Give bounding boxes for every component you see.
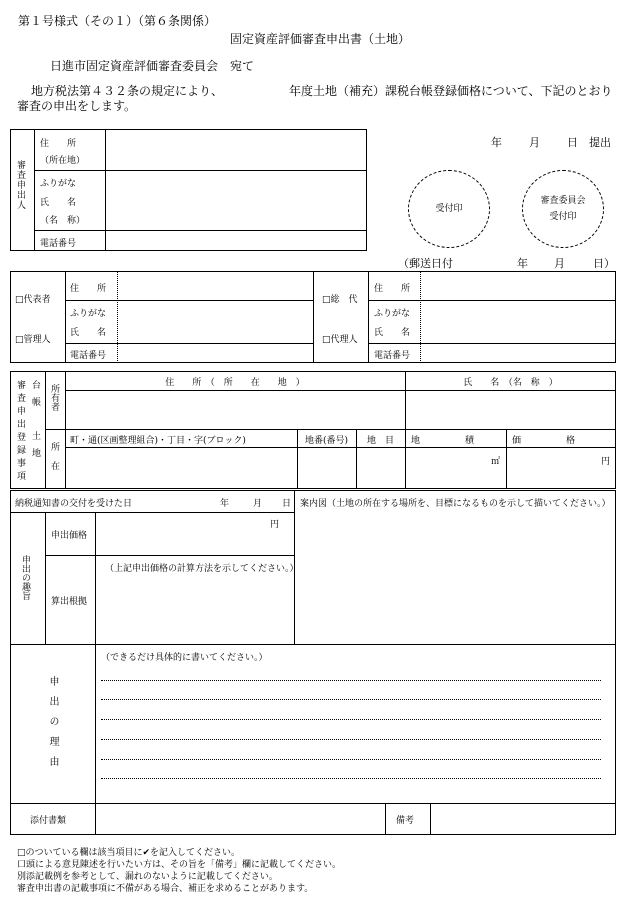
note-1: □のついている欄は該当項目に✔を記入してください。 (17, 848, 241, 858)
rep-phone-label-right: 電話番号 (374, 351, 411, 361)
applicant-phone-label: 電話番号 (40, 239, 77, 249)
attachments-field[interactable] (97, 805, 383, 833)
land-section-label-right: 台帳 土地 (30, 380, 40, 465)
price-unit: 円 (601, 457, 611, 467)
col-price-header: 価 格 (512, 436, 576, 446)
intro-text-b: 年度土地（補充）課税台帳登録価格について、下記のとおり (289, 84, 613, 98)
mail-month-label: 月 (554, 257, 565, 270)
col-town-header: 町・通(区画整理組合)・丁目・字(ブロック) (70, 436, 246, 446)
price-label: 申出価格 (51, 531, 88, 541)
mail-date-label: （郵送日付 (398, 257, 453, 270)
owner-address-header: 住 所 （ 所 在 地 ） (165, 378, 305, 388)
checkbox-agent[interactable]: □代理人 (322, 335, 358, 345)
rep-phone-label-left: 電話番号 (70, 351, 107, 361)
owner-label: 所有者 (49, 384, 59, 411)
applicant-address-label: 住 所 (40, 139, 77, 149)
checkbox-representative[interactable]: □代表者 (15, 295, 51, 305)
land-registration-box (10, 371, 616, 489)
reception-stamp-area: 受付印 (408, 170, 490, 248)
rep-name-label-left: 氏 名 (70, 328, 107, 338)
submit-month-label: 月 (529, 136, 540, 149)
note-4: 審査申出書の記載事項に不備がある場合、補正を求めることがあります。 (17, 884, 314, 894)
owner-address-field[interactable] (67, 392, 403, 427)
submit-day-label: 日 提出 (567, 136, 611, 149)
land-section-label: 審査申出登録事項 (15, 380, 25, 484)
map-drawing-area[interactable] (296, 512, 614, 642)
reason-label: 申出の理由 (47, 676, 58, 776)
attachments-label: 添付書類 (30, 816, 67, 826)
checkbox-general-representative[interactable]: □総 代 (322, 295, 358, 305)
basis-field[interactable] (97, 575, 292, 642)
price-field[interactable] (97, 514, 267, 553)
intro-text-line2: 審査の申出をします。 (17, 99, 137, 113)
applicant-address-sub: （所在地） (40, 156, 86, 166)
applicant-phone-field[interactable] (107, 232, 365, 249)
notice-day-label: 日 (282, 499, 292, 509)
committee-stamp-area: 審査委員会 受付印 (522, 170, 604, 248)
rep-address-label-left: 住 所 (70, 284, 107, 294)
applicant-name-field[interactable] (107, 172, 365, 228)
price-unit-label: 円 (270, 520, 280, 530)
applicant-furigana-label: ふりがな (40, 179, 77, 189)
notice-date-label: 納税通知書の交付を受けた日 (15, 499, 133, 509)
purpose-label: 申出の趣旨 (20, 555, 30, 600)
applicant-section-label: 審査申出人 (15, 160, 25, 210)
basis-note: （上記申出価格の計算方法を示してください。） (105, 564, 299, 574)
map-label: 案内図（土地の所在する場所を、目標になるものを示して描いてください。） (300, 499, 611, 509)
mail-day-label: 日） (593, 257, 615, 270)
notice-month-label: 月 (253, 499, 263, 509)
rep-name-label-right: 氏 名 (374, 328, 411, 338)
note-2: 口頭による意見陳述を行いたい方は、その旨を「備考」欄に記載してください。 (17, 860, 342, 870)
rep-furigana-label-right: ふりがな (374, 309, 411, 319)
reason-field[interactable] (97, 666, 614, 800)
checkbox-manager[interactable]: □管理人 (15, 335, 51, 345)
addressee: 日進市固定資産評価審査委員会 宛て (50, 59, 255, 73)
location-label: 所在 (49, 442, 59, 480)
intro-text-a: 地方税法第４３２条の規定により、 (31, 84, 224, 98)
submit-year-label: 年 (491, 136, 502, 149)
owner-name-field[interactable] (407, 392, 614, 427)
area-unit: ㎡ (491, 457, 501, 467)
col-category-header: 地 目 (366, 436, 394, 446)
applicant-name-sub: （名 称） (40, 216, 86, 226)
notice-year-label: 年 (220, 499, 230, 509)
mail-year-label: 年 (517, 257, 528, 270)
form-title: 固定資産評価審査申出書（土地） (229, 32, 410, 46)
reason-note: （できるだけ具体的に書いてください。） (101, 653, 268, 663)
owner-name-header: 氏 名 （名 称 ） (463, 378, 558, 388)
applicant-address-field[interactable] (107, 131, 365, 168)
note-3: 別添記載例を参考として、漏れのないように記載してください。 (17, 872, 278, 882)
rep-address-label-right: 住 所 (374, 284, 411, 294)
form-number: 第１号様式（その１）（第６条関係） (18, 14, 217, 28)
remarks-field[interactable] (432, 805, 614, 833)
applicant-name-label: 氏 名 (40, 198, 77, 208)
remarks-label: 備考 (396, 816, 415, 826)
basis-label: 算出根拠 (51, 597, 88, 607)
rep-furigana-label-left: ふりがな (70, 309, 107, 319)
col-lot-header: 地番(番号) (304, 436, 349, 446)
col-area-header: 地 積 (411, 436, 475, 446)
